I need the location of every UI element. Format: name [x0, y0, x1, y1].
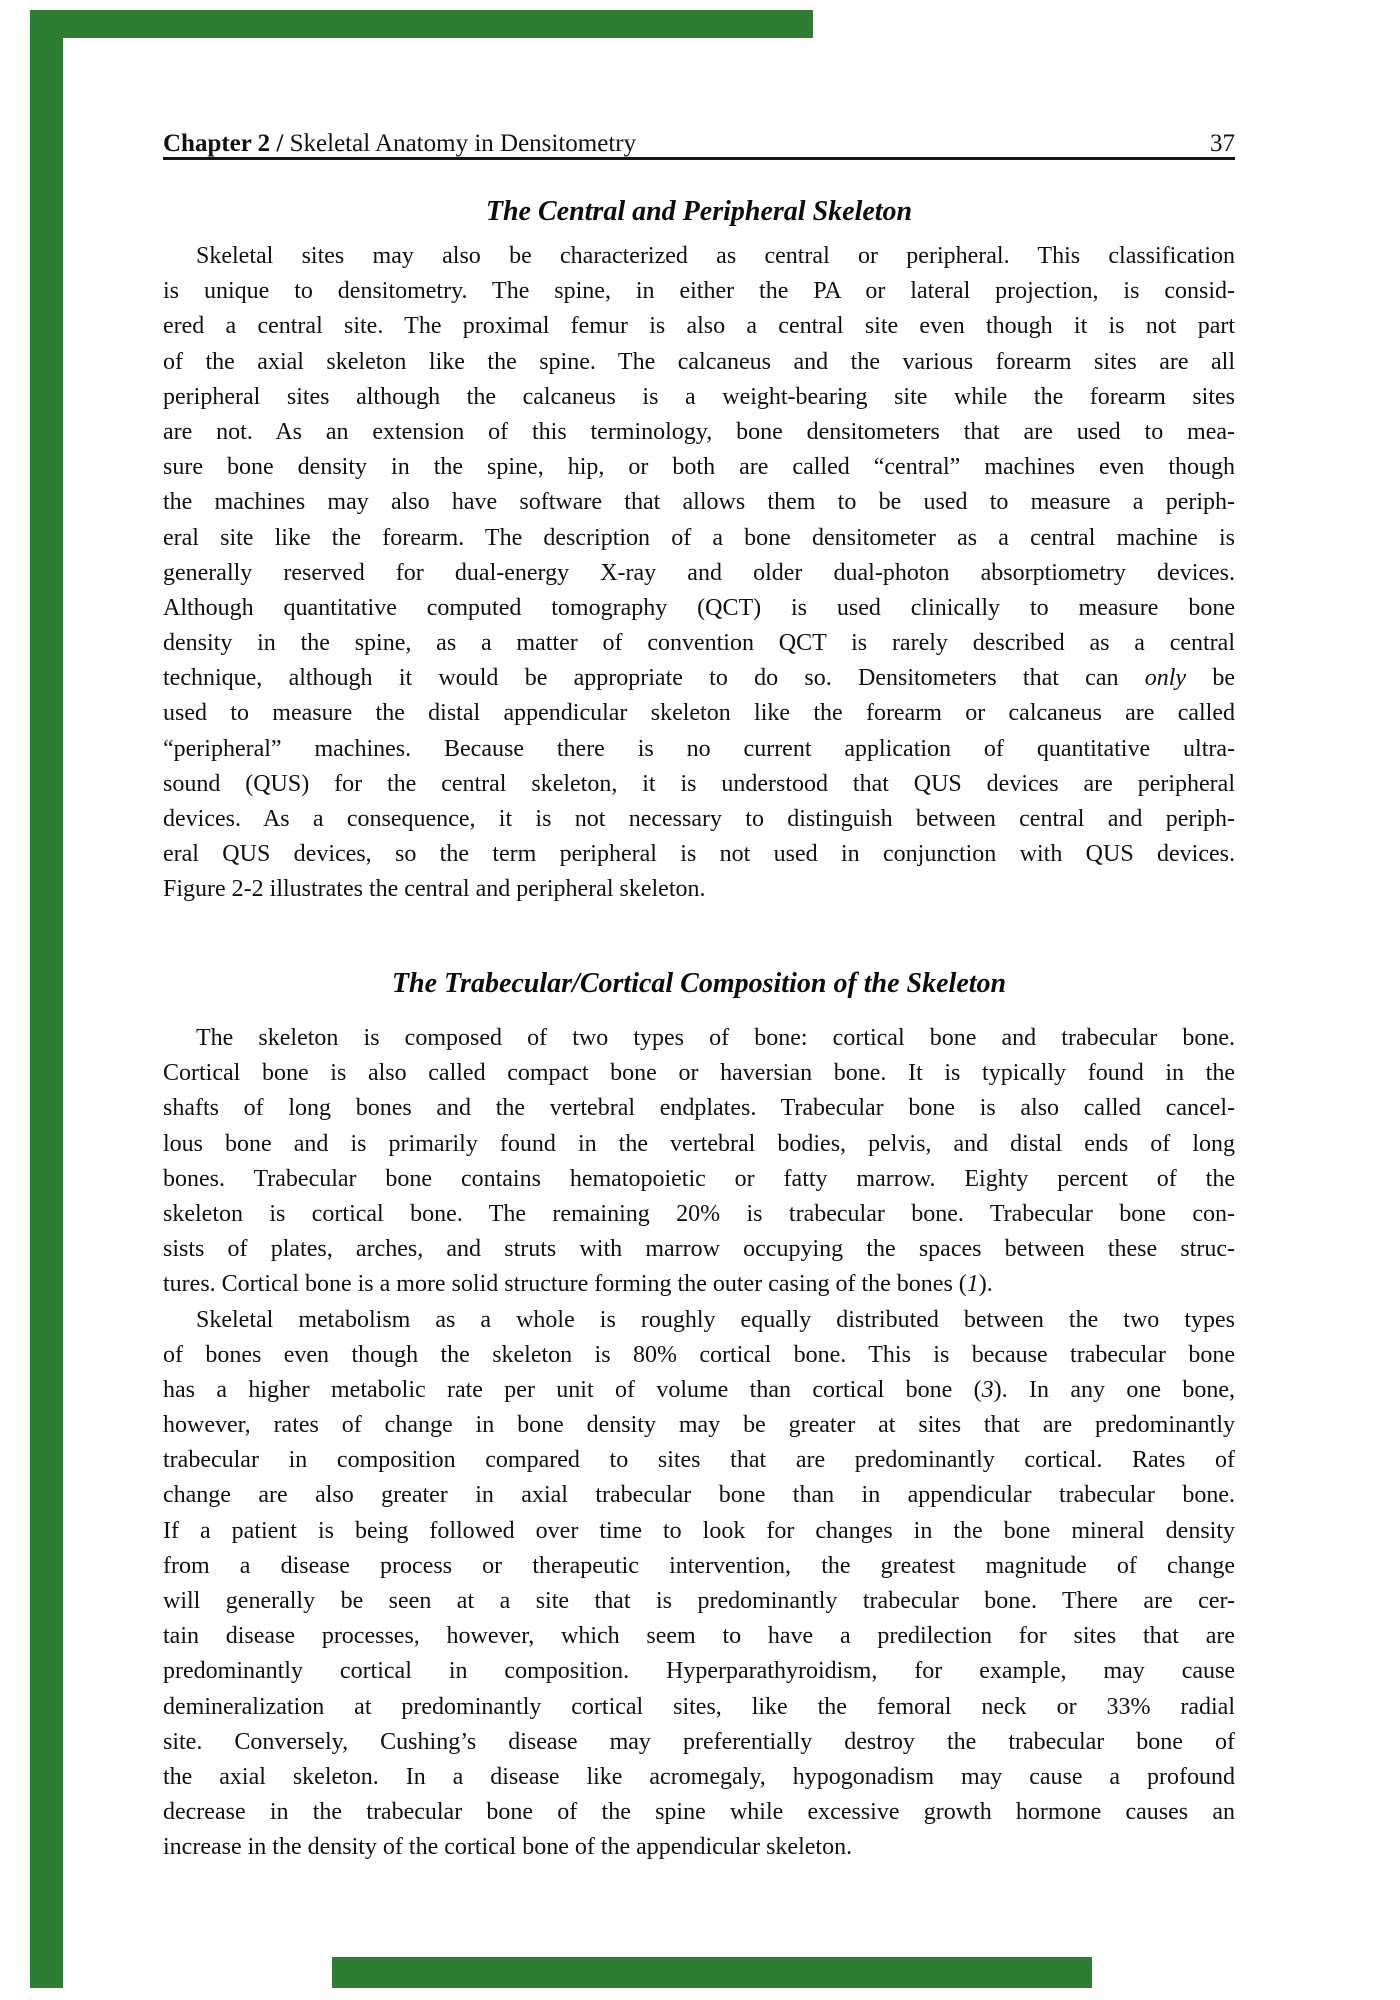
section-body — [163, 239, 1235, 908]
text-line: “peripheral” machines. Because there is no current application of quantitative ultra- — [163, 735, 1235, 762]
text-line: eral site like the forearm. The description of a bone densitometer as a central machine is — [163, 524, 1235, 551]
text-line: has a higher metabolic rate per unit of volume than cortical bone (3). In any one bone, — [163, 1376, 1235, 1403]
text-line: change are also greater in axial trabecular bone than in appendicular trabecular bone. — [163, 1482, 1235, 1509]
text-line: tain disease processes, however, which seem to have a predilection for sites that are — [163, 1623, 1235, 1650]
scan-edge-artifact-top-bar — [30, 10, 813, 38]
page-number: 37 — [1210, 130, 1235, 157]
text-line: will generally be seen at a site that is predominantly trabecular bone. There are cer- — [163, 1588, 1235, 1614]
text-line: generally reserved for dual-energy X-ray and older dual-photon absorptiometry devices. — [163, 559, 1235, 586]
text-line: If a patient is being followed over time to look for changes in the bone mineral density — [163, 1517, 1235, 1544]
text-line: Although quantitative computed tomography (QCT) is used clinically to measure bone — [163, 594, 1235, 621]
text-line: skeleton is cortical bone. The remaining 20% is trabecular bone. Trabecular bone con- — [163, 1200, 1235, 1227]
text-line: increase in the density of the cortical bone of the appendicular skeleton. — [163, 1834, 853, 1861]
text-line: the axial skeleton. In a disease like acromegaly, hypogonadism may cause a profound — [163, 1763, 1235, 1790]
section-body — [163, 1021, 1235, 1866]
chapter-label: Chapter 2 / — [163, 130, 284, 157]
section-heading-central-peripheral: The Central and Peripheral Skeleton — [485, 196, 913, 227]
section-heading-trabecular-cortical: The Trabecular/Cortical Composition of the Skeleton — [391, 968, 1007, 999]
text-line: bones. Trabecular bone contains hematopoietic or fatty marrow. Eighty percent of the — [163, 1165, 1235, 1192]
text-line: density in the spine, as a matter of convention QCT is rarely described as a central — [163, 630, 1235, 657]
text-line: are not. As an extension of this terminology, bone densitometers that are used to mea- — [163, 418, 1235, 445]
text-line: however, rates of change in bone density may be greater at sites that are predominantly — [163, 1412, 1235, 1439]
text-line: lous bone and is primarily found in the vertebral bodies, pelvis, and distal ends of long — [163, 1130, 1235, 1157]
text-line: Cortical bone is also called compact bone or haversian bone. It is typically found in the — [163, 1060, 1235, 1087]
text-line: decrease in the trabecular bone of the spine while excessive growth hormone causes an — [163, 1799, 1235, 1826]
chapter-title: Skeletal Anatomy in Densitometry — [283, 130, 637, 157]
text-line: is unique to densitometry. The spine, in either the PA or lateral projection, is consid- — [163, 278, 1235, 305]
text-line: Skeletal metabolism as a whole is roughly equally distributed between the two types — [196, 1306, 1235, 1333]
text-line: eral QUS devices, so the term peripheral is not used in conjunction with QUS devices. — [163, 841, 1235, 868]
paragraph — [163, 1021, 1235, 1303]
running-head-title — [163, 129, 636, 159]
text-line: trabecular in composition compared to sites that are predominantly cortical. Rates of — [163, 1447, 1235, 1474]
text-line: of bones even though the skeleton is 80% cortical bone. This is because trabecular bone — [163, 1341, 1235, 1368]
text-line: sists of plates, arches, and struts with marrow occupying the spaces between these struc- — [163, 1236, 1235, 1263]
text-line: shafts of long bones and the vertebral endplates. Trabecular bone is also called cancel- — [163, 1095, 1235, 1122]
text-line: demineralization at predominantly cortical sites, like the femoral neck or 33% radial — [163, 1693, 1235, 1720]
text-line: Figure 2-2 illustrates the central and peripheral skeleton. — [163, 876, 706, 903]
running-head — [163, 129, 1235, 159]
text-line: ered a central site. The proximal femur is also a central site even though it is not part — [163, 313, 1235, 340]
scan-edge-artifact-bottom-bar — [332, 1957, 1092, 1988]
text-line: the machines may also have software that allows them to be used to measure a periph- — [163, 489, 1235, 516]
text-line: used to measure the distal appendicular skeleton like the forearm or calcaneus are called — [163, 700, 1235, 727]
paragraph — [163, 239, 1235, 908]
text-line: sure bone density in the spine, hip, or both are called “central” machines even though — [163, 454, 1235, 481]
text-line: devices. As a consequence, it is not necessary to distinguish between central and periph- — [163, 806, 1235, 832]
text-line: The skeleton is composed of two types of bone: cortical bone and trabecular bone. — [196, 1025, 1235, 1051]
paragraph — [163, 1303, 1235, 1866]
text-line: from a disease process or therapeutic intervention, the greatest magnitude of change — [163, 1552, 1235, 1579]
text-line: predominantly cortical in composition. Hyperparathyroidism, for example, may cause — [163, 1658, 1235, 1685]
scan-edge-artifact-left-bar — [30, 12, 63, 1988]
running-head-rule — [163, 157, 1235, 160]
text-line: Skeletal sites may also be characterized as central or peripheral. This classification — [196, 243, 1235, 269]
text-line: peripheral sites although the calcaneus is a weight-bearing site while the forearm sites — [163, 383, 1235, 410]
text-line: site. Conversely, Cushing’s disease may preferentially destroy the trabecular bone of — [163, 1728, 1235, 1755]
text-line: technique, although it would be appropriate to do so. Densitometers that can only be — [163, 665, 1235, 692]
text-line: of the axial skeleton like the spine. The calcaneus and the various forearm sites are all — [163, 348, 1235, 375]
text-line: tures. Cortical bone is a more solid structure forming the outer casing of the bones (1). — [163, 1271, 993, 1298]
text-line: sound (QUS) for the central skeleton, it is understood that QUS devices are peripheral — [163, 770, 1235, 797]
